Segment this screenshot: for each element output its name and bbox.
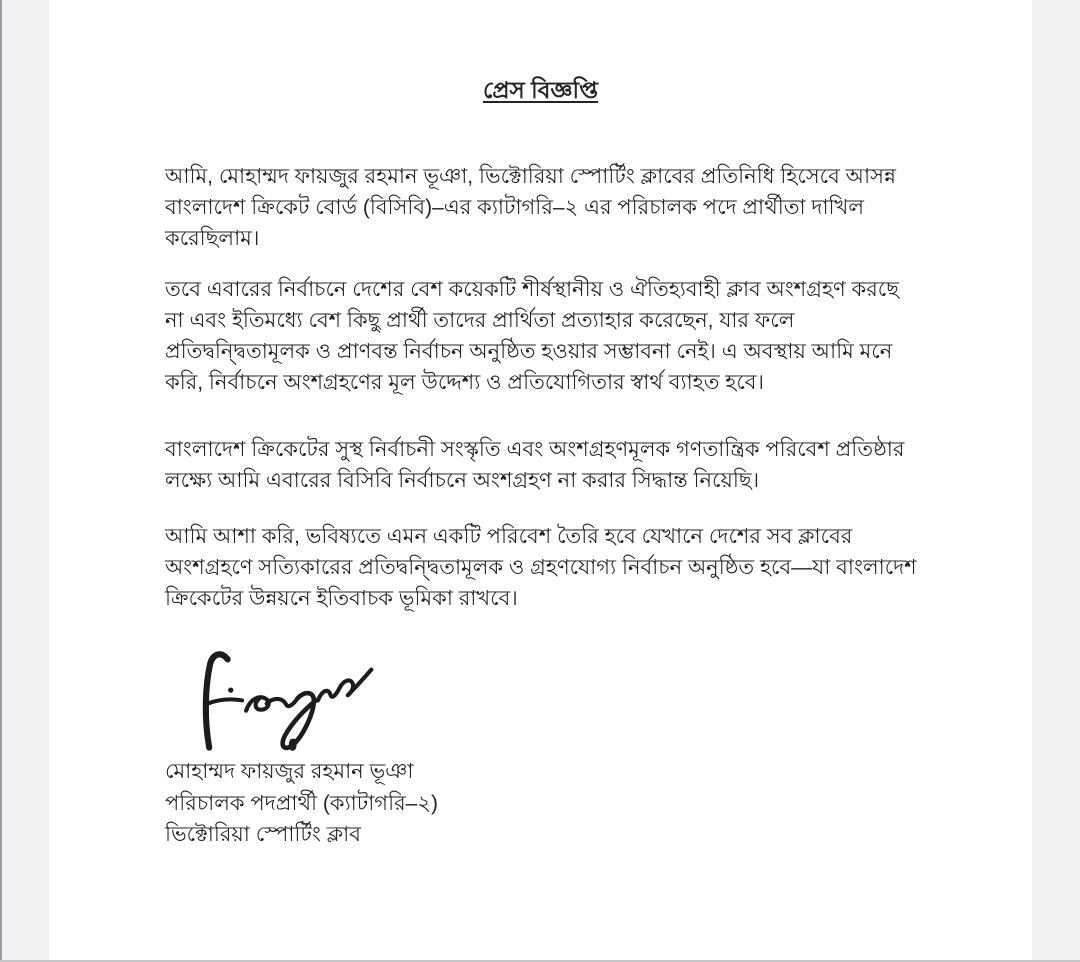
paragraph-candidacy <box>165 161 896 254</box>
body-line: করেছিলাম। <box>165 227 260 250</box>
body-line: বাংলাদেশ ক্রিকেট বোর্ড (বিসিবি)–এর ক্যাটাগরি–২ এর পরিচালক পদে প্রার্থীতা দাখিল <box>165 196 864 219</box>
body-line: তবে এবারের নির্বাচনে দেশের বেশ কয়েকটি শীর্ষস্থানীয় ও ঐতিহ্যবাহী ক্লাব অংশগ্রহণ করছে <box>165 278 899 301</box>
body-line: করি, নির্বাচনে অংশগ্রহণের মূল উদ্দেশ্য ও প্রতিযোগিতার স্বার্থ ব্যাহত হবে। <box>165 371 764 394</box>
body-line: না এবং ইতিমধ্যে বেশ কিছু প্রার্থী তাদের প্রার্থিতা প্রত্যাহার করেছেন, যার ফলে <box>165 309 795 332</box>
body-line: আমি, মোহাম্মদ ফায়জুর রহমান ভূঞা, ভিক্টোরিয়া স্পোর্টিং ক্লাবের প্রতিনিধি হিসেবে আসন্ন <box>165 165 896 188</box>
paragraph-election-concerns <box>165 274 899 398</box>
signatory-role: পরিচালক পদপ্রার্থী (ক্যাটাগরি–২) <box>165 791 438 815</box>
right-margin <box>1032 0 1080 962</box>
paragraph-withdrawal-decision <box>165 434 904 496</box>
signature-block <box>165 756 438 851</box>
press-release-page <box>49 0 1032 962</box>
signatory-organization: ভিক্টোরিয়া স্পোর্টিং ক্লাব <box>165 823 361 846</box>
signature-image <box>160 645 400 763</box>
left-edge-line <box>0 0 2 962</box>
body-line: অংশগ্রহণে সত্যিকারের প্রতিদ্বন্দ্বিতামূলক ও গ্রহণযোগ্য নির্বাচন অনুষ্ঠিত হবে—যা বাংলাদেশ <box>165 556 917 579</box>
body-line: আমি আশা করি, ভবিষ্যতে এমন একটি পরিবেশ তৈরি হবে যেখানে দেশের সব ক্লাবের <box>165 525 853 548</box>
left-margin <box>0 0 49 962</box>
body-line: প্রতিদ্বন্দ্বিতামূলক ও প্রাণবন্ত নির্বাচন অনুষ্ঠিত হওয়ার সম্ভাবনা নেই। এ অবস্থায় আমি মনে <box>165 340 893 363</box>
body-line: লক্ষ্যে আমি এবারের বিসিবি নির্বাচনে অংশগ্রহণ না করার সিদ্ধান্ত নিয়েছি। <box>165 469 760 492</box>
paragraph-future-hope <box>165 521 917 614</box>
document-title: প্রেস বিজ্ঞপ্তি <box>483 77 598 103</box>
body-line: বাংলাদেশ ক্রিকেটের সুস্থ নির্বাচনী সংস্কৃতি এবং অংশগ্রহণমূলক গণতান্ত্রিক পরিবেশ প্রতিষ্ঠার <box>165 438 905 461</box>
signatory-name: মোহাম্মদ ফায়জুর রহমান ভূঞা <box>165 760 414 783</box>
body-line: ক্রিকেটের উন্নয়নে ইতিবাচক ভূমিকা রাখবে। <box>165 587 518 610</box>
